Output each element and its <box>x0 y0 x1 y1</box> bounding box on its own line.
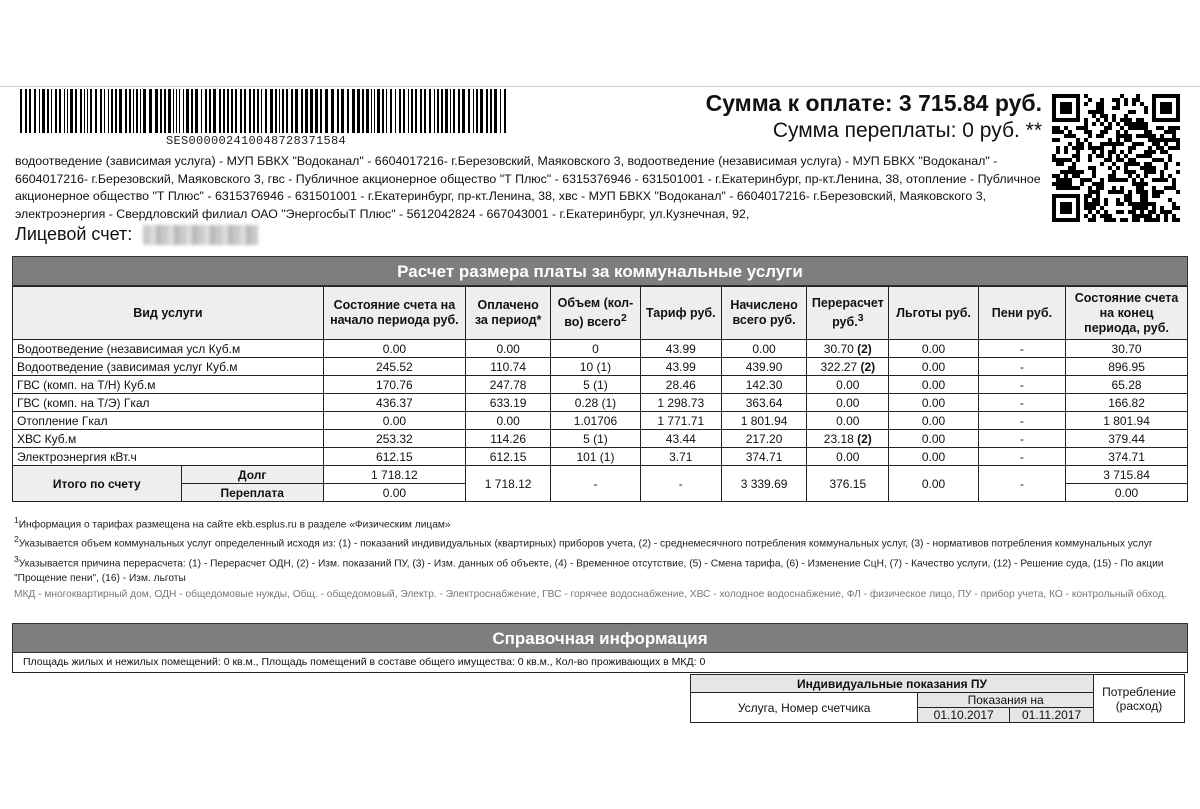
row-tariff: 1 298.73 <box>640 394 721 412</box>
row-penalty: - <box>978 448 1065 466</box>
row-recalc <box>807 358 889 376</box>
row-benefits: 0.00 <box>889 358 978 376</box>
row-paid: 612.15 <box>465 448 550 466</box>
meter-readings-header: Показания на <box>918 693 1094 708</box>
table-row <box>13 394 1188 412</box>
row-recalc-value: 0.00 <box>836 395 860 410</box>
row-penalty: - <box>978 412 1065 430</box>
row-service-name: Водоотведение (зависимая услуг Куб.м <box>13 358 324 376</box>
row-paid: 0.00 <box>465 340 550 358</box>
row-penalty: - <box>978 376 1065 394</box>
row-charged: 1 801.94 <box>721 412 806 430</box>
total-row-debt <box>13 466 1188 484</box>
reference-info-text: Площадь жилых и нежилых помещений: 0 кв.м., Площадь помещений в составе общего имущества: 0 кв.м., Кол-во проживающих в МКД: 0 <box>12 653 1188 673</box>
footnote-3-mark: 3 <box>14 553 19 564</box>
row-recalc-value: 322.27 <box>820 359 858 374</box>
top-divider <box>0 86 1200 87</box>
total-start-overpay: 0.00 <box>323 484 465 502</box>
row-recalc-value: 0.00 <box>836 449 860 464</box>
row-tariff: 43.44 <box>640 430 721 448</box>
row-paid: 114.26 <box>465 430 550 448</box>
table-row <box>13 412 1188 430</box>
col-volume-label: Объем (кол-во) всего <box>557 295 634 330</box>
row-end: 1 801.94 <box>1066 412 1188 430</box>
amount-due: Сумма к оплате: 3 715.84 руб. <box>705 90 1042 116</box>
total-tariff: - <box>640 466 721 502</box>
row-end: 166.82 <box>1066 394 1188 412</box>
row-start: 245.52 <box>323 358 465 376</box>
row-charged: 217.20 <box>721 430 806 448</box>
qr-code <box>1052 94 1180 222</box>
col-end-balance: Состояние счета на конец периода, руб. <box>1066 287 1188 340</box>
col-paid: Оплачено за период* <box>465 287 550 340</box>
row-penalty: - <box>978 358 1065 376</box>
meter-table-header-row <box>691 675 1185 693</box>
row-volume: 1.01706 <box>551 412 640 430</box>
meter-date-1: 01.10.2017 <box>918 708 1010 723</box>
total-recalc: 376.15 <box>807 466 889 502</box>
total-end-overpay: 0.00 <box>1066 484 1188 502</box>
table-row <box>13 448 1188 466</box>
row-charged: 439.90 <box>721 358 806 376</box>
total-debt-label: Долг <box>181 466 323 484</box>
row-end: 896.95 <box>1066 358 1188 376</box>
meter-consumption-header: Потребление (расход) <box>1094 675 1185 723</box>
reference-section-title: Справочная информация <box>12 623 1188 653</box>
row-end: 65.28 <box>1066 376 1188 394</box>
row-start: 0.00 <box>323 412 465 430</box>
row-paid: 247.78 <box>465 376 550 394</box>
row-benefits: 0.00 <box>889 412 978 430</box>
total-label: Итого по счету <box>13 466 182 502</box>
row-volume: 101 (1) <box>551 448 640 466</box>
service-providers-text: водоотведение (зависимая услуга) - МУП БВКХ "Водоканал" - 6604017216- г.Березовский, Маяковского 3, водоотведение (независимая услуга) - МУП БВКХ "Водоканал" - 6604017216- г.Березовский, Маяковского 3, гвс - Публичное акционерное общество "Т Плюс" - 6315376946 - 631501001 - г.Екатеринбург, пр-кт.Ленина, 38, отопление - Публичное акционерное общество "Т Плюс" - 6315376946 - 631501001 - г.Екатеринбург, пр-кт.Ленина, 38, хвс - МУП БВКХ "Водоканал" - 6604017216- г.Березовский, Маяковского 3, электроэнергия - Свердловский филиал ОАО "ЭнергосбыТ Плюс" - 5612042824 - 667043001 - г.Екатеринбург, ул.Кузнечная, 92, <box>15 154 1041 221</box>
row-end: 30.70 <box>1066 340 1188 358</box>
row-start: 0.00 <box>323 340 465 358</box>
row-charged: 0.00 <box>721 340 806 358</box>
total-charged: 3 339.69 <box>721 466 806 502</box>
row-start: 436.37 <box>323 394 465 412</box>
total-overpay-label: Переплата <box>181 484 323 502</box>
col-volume <box>551 287 640 340</box>
account-number-redacted <box>143 225 258 245</box>
row-recalc-value: 0.00 <box>836 413 860 428</box>
footnote-3 <box>14 552 1186 586</box>
meter-readings-table <box>690 674 1185 723</box>
total-paid: 1 718.12 <box>465 466 550 502</box>
row-recalc-code: (2) <box>857 341 872 356</box>
row-penalty: - <box>978 430 1065 448</box>
row-volume: 10 (1) <box>551 358 640 376</box>
table-header-row <box>13 287 1188 340</box>
row-charged: 363.64 <box>721 394 806 412</box>
row-recalc <box>807 340 889 358</box>
row-recalc <box>807 430 889 448</box>
row-recalc <box>807 412 889 430</box>
table-row <box>13 358 1188 376</box>
row-start: 612.15 <box>323 448 465 466</box>
row-start: 170.76 <box>323 376 465 394</box>
row-volume: 5 (1) <box>551 430 640 448</box>
row-recalc <box>807 376 889 394</box>
footnote-1 <box>14 513 1186 532</box>
barcode-number: SES00000241004872837158​4 <box>166 134 347 148</box>
total-penalty: - <box>978 466 1065 502</box>
row-paid: 0.00 <box>465 412 550 430</box>
row-service-name: Отопление Гкал <box>13 412 324 430</box>
row-penalty: - <box>978 394 1065 412</box>
row-benefits: 0.00 <box>889 394 978 412</box>
row-recalc-value: 30.70 <box>823 341 854 356</box>
col-recalc-label: Перерасчет руб. <box>811 295 884 330</box>
footnote-2-text: Указывается объем коммунальных услуг определенный исходя из: (1) - показаний индивидуальных (квартирных) приборов учета, (2) - среднемесячного потребления коммунальных услуг, (3) - нормативов потребления коммунальных услуг <box>18 538 1153 550</box>
row-tariff: 1 771.71 <box>640 412 721 430</box>
footnote-3-text: Указывается причина перерасчета: (1) - Перерасчет ОДН, (2) - Изм. показаний ПУ, (3) - Изм. данных об объекте, (4) - Временное отсутствие, (5) - Смена тарифа, (6) - Изменение СцН, (7) - Качество услуги, (12) - Решение суда, (15) - По акции "Прощение пени", (16) - Изм. льготы <box>14 558 1164 585</box>
row-service-name: Водоотведение (независимая усл Куб.м <box>13 340 324 358</box>
row-volume: 0.28 (1) <box>551 394 640 412</box>
meter-date-2: 01.11.2017 <box>1010 708 1094 723</box>
abbreviations-note: МКД - многоквартирный дом, ОДН - общедомовые нужды, Общ. - общедомовый, Электр. - Электроснабжение, ГВС - горячее водоснабжение, ХВС - холодное водоснабжение, ФЛ - физическое лицо, ПУ - прибор учета, КО - контрольный обход. <box>14 589 1167 601</box>
meter-service-header: Услуга, Номер счетчика <box>691 693 918 723</box>
footnote-2 <box>14 532 1186 551</box>
account-label: Лицевой счет: <box>15 224 133 244</box>
col-service: Вид услуги <box>13 287 324 340</box>
table-row <box>13 430 1188 448</box>
total-benefits: 0.00 <box>889 466 978 502</box>
col-penalty: Пени руб. <box>978 287 1065 340</box>
row-charged: 142.30 <box>721 376 806 394</box>
col-charged: Начислено всего руб. <box>721 287 806 340</box>
row-recalc <box>807 394 889 412</box>
barcode <box>20 89 510 133</box>
table-row <box>13 376 1188 394</box>
row-paid: 110.74 <box>465 358 550 376</box>
footnote-1-text: Информация о тарифах размещена на сайте ekb.esplus.ru в разделе «Физическим лицам» <box>18 519 451 531</box>
total-start-debt: 1 718.12 <box>323 466 465 484</box>
col-benefits: Льготы руб. <box>889 287 978 340</box>
charges-table <box>12 286 1188 502</box>
row-volume: 5 (1) <box>551 376 640 394</box>
row-service-name: ГВС (комп. на Т/Э) Гкал <box>13 394 324 412</box>
col-volume-footnote: 2 <box>620 312 627 324</box>
col-tariff: Тариф руб. <box>640 287 721 340</box>
footnote-1-mark: 1 <box>14 515 19 525</box>
row-tariff: 43.99 <box>640 340 721 358</box>
row-paid: 633.19 <box>465 394 550 412</box>
total-volume: - <box>551 466 640 502</box>
row-recalc-code: (2) <box>857 431 872 446</box>
col-start-balance: Состояние счета на начало периода руб. <box>323 287 465 340</box>
row-recalc-value: 0.00 <box>836 377 860 392</box>
row-benefits: 0.00 <box>889 340 978 358</box>
col-recalc-footnote: 3 <box>857 312 864 324</box>
row-benefits: 0.00 <box>889 430 978 448</box>
row-service-name: ГВС (комп. на Т/Н) Куб.м <box>13 376 324 394</box>
row-benefits: 0.00 <box>889 448 978 466</box>
footnote-2-mark: 2 <box>14 534 19 545</box>
row-recalc <box>807 448 889 466</box>
row-penalty: - <box>978 340 1065 358</box>
overpayment-amount: Сумма переплаты: 0 руб. ** <box>772 119 1042 142</box>
row-recalc-code: (2) <box>860 359 876 374</box>
row-benefits: 0.00 <box>889 376 978 394</box>
row-service-name: Электроэнергия кВт.ч <box>13 448 324 466</box>
row-tariff: 43.99 <box>640 358 721 376</box>
footnotes <box>14 513 1186 602</box>
row-end: 379.44 <box>1066 430 1188 448</box>
row-recalc-value: 23.18 <box>823 431 854 446</box>
row-start: 253.32 <box>323 430 465 448</box>
row-tariff: 3.71 <box>640 448 721 466</box>
table-row <box>13 340 1188 358</box>
total-end-debt: 3 715.84 <box>1066 466 1188 484</box>
row-service-name: ХВС Куб.м <box>13 430 324 448</box>
col-recalc <box>807 287 889 340</box>
row-charged: 374.71 <box>721 448 806 466</box>
row-volume: 0 <box>551 340 640 358</box>
row-tariff: 28.46 <box>640 376 721 394</box>
meter-table-title: Индивидуальные показания ПУ <box>691 675 1094 693</box>
row-end: 374.71 <box>1066 448 1188 466</box>
calc-section-title: Расчет размера платы за коммунальные услуги <box>12 256 1188 286</box>
